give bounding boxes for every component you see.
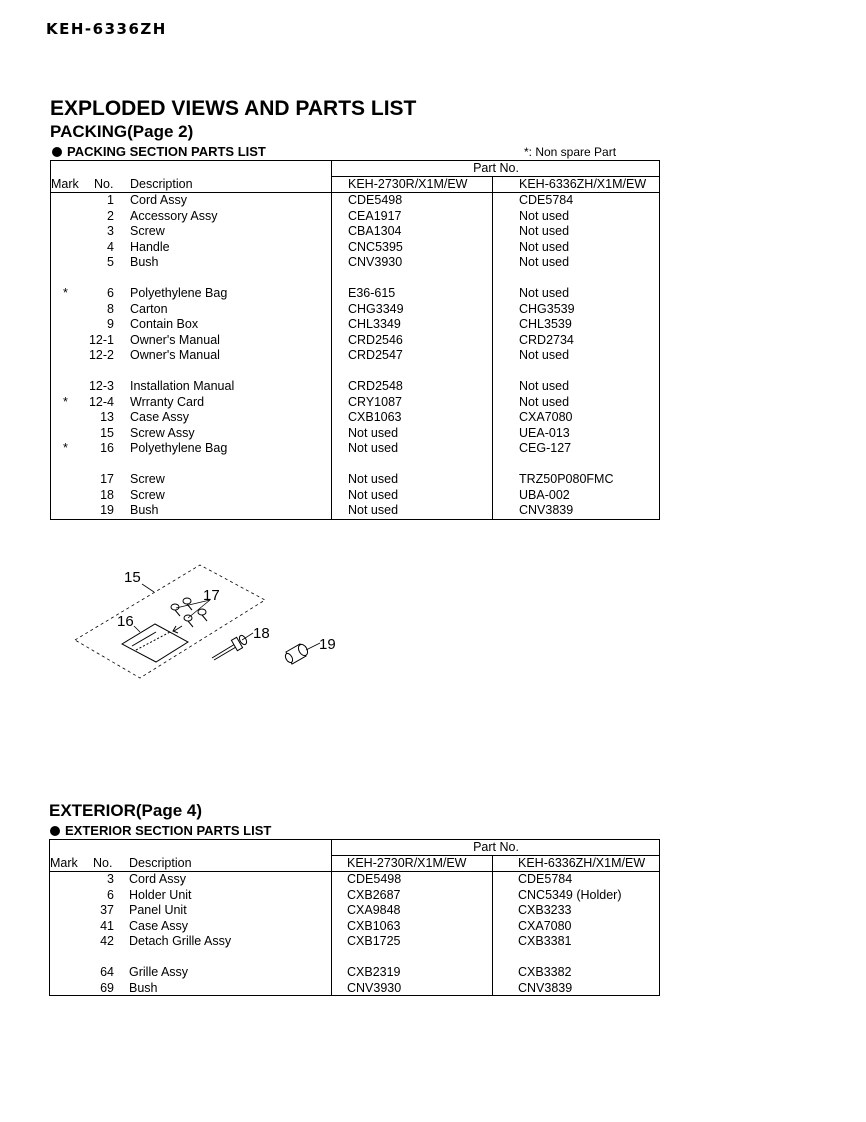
exterior-list-title: EXTERIOR SECTION PARTS LIST bbox=[50, 823, 271, 838]
model-b-part-cell: CXB3381 bbox=[518, 934, 572, 948]
exterior-section-title: EXTERIOR(Page 4) bbox=[49, 801, 203, 820]
description-cell: Screw bbox=[130, 224, 165, 238]
model-a-part-cell: CXB2687 bbox=[347, 887, 401, 902]
model-b-part-cell: Not used bbox=[519, 239, 570, 254]
item-number-cell: 3 bbox=[107, 872, 114, 886]
table-row bbox=[51, 255, 659, 271]
bullet-icon bbox=[52, 147, 62, 157]
item-number-cell: 12-1 bbox=[88, 332, 114, 347]
model-a-header: KEH-2730R/X1M/EW bbox=[347, 856, 467, 870]
description-cell: Polyethylene Bag bbox=[130, 286, 228, 300]
item-number-cell: 9 bbox=[107, 317, 114, 331]
model-b-header: KEH-6336ZH/X1M/EW bbox=[519, 177, 647, 191]
table-row bbox=[51, 472, 659, 488]
description-cell: Owner's Manual bbox=[130, 348, 220, 362]
table-row bbox=[50, 872, 659, 888]
model-a-part-cell: CBA1304 bbox=[348, 224, 402, 238]
description-cell: Case Assy bbox=[130, 410, 190, 424]
model-b-part-cell: CXB3382 bbox=[518, 965, 572, 979]
model-b-part-cell: CHG3539 bbox=[519, 301, 575, 316]
model-a-part-cell: E36-615 bbox=[348, 286, 396, 300]
model-b-part-cell: CNV3839 bbox=[518, 980, 573, 995]
part-no-header: Part No. bbox=[473, 161, 519, 175]
model-b-part-cell: Not used bbox=[519, 224, 570, 238]
mark-cell: * bbox=[63, 286, 68, 300]
model-a-part-cell: CHG3349 bbox=[348, 301, 404, 316]
model-a-part-cell: CRD2548 bbox=[348, 379, 403, 393]
callout-17: 17 bbox=[203, 587, 220, 604]
model-a-part-cell: CHL3349 bbox=[348, 317, 401, 331]
model-b-part-cell: CEG-127 bbox=[519, 441, 572, 455]
mark-header: Mark bbox=[50, 856, 78, 870]
item-number-cell: 64 bbox=[100, 965, 114, 979]
arrow-icon bbox=[173, 626, 182, 633]
model-b-part-cell: UBA-002 bbox=[519, 487, 570, 502]
table-row bbox=[51, 317, 659, 333]
description-cell: Accessory Assy bbox=[130, 208, 218, 223]
description-cell: Screw bbox=[130, 487, 165, 502]
description-cell: Bush bbox=[130, 255, 159, 269]
packing-parts-table bbox=[50, 160, 660, 520]
description-cell: Grille Assy bbox=[129, 965, 189, 979]
model-a-part-cell: CXA9848 bbox=[347, 903, 401, 917]
item-number-cell: 16 bbox=[100, 441, 114, 455]
item-number-cell: 8 bbox=[107, 301, 114, 316]
table-row bbox=[51, 193, 659, 209]
callout-18: 18 bbox=[253, 625, 270, 642]
mark-cell: * bbox=[63, 394, 68, 409]
item-number-cell: 13 bbox=[100, 410, 114, 424]
model-a-part-cell: Not used bbox=[348, 425, 399, 440]
item-number-cell: 3 bbox=[107, 224, 114, 238]
callout-19: 19 bbox=[319, 636, 336, 653]
table-row bbox=[50, 965, 659, 981]
description-cell: Case Assy bbox=[129, 918, 189, 933]
no-header: No. bbox=[94, 177, 114, 191]
item-number-cell: 17 bbox=[100, 472, 114, 486]
table-row bbox=[50, 919, 659, 935]
packing-list-title: PACKING SECTION PARTS LIST bbox=[52, 144, 266, 159]
packing-section-title: PACKING(Page 2) bbox=[50, 122, 194, 141]
long-screw-icon bbox=[212, 634, 248, 660]
description-cell: Owner's Manual bbox=[130, 332, 220, 347]
model-b-part-cell: UEA-013 bbox=[519, 425, 570, 440]
table-row bbox=[51, 503, 659, 519]
item-number-cell: 6 bbox=[107, 286, 114, 300]
table-row bbox=[51, 410, 659, 426]
model-b-part-cell: CXA7080 bbox=[518, 918, 572, 933]
table-row bbox=[51, 286, 659, 302]
item-number-cell: 42 bbox=[100, 934, 114, 948]
model-a-part-cell: CRY1087 bbox=[348, 394, 402, 409]
item-number-cell: 2 bbox=[107, 208, 114, 223]
model-a-part-cell: CDE5498 bbox=[348, 193, 403, 207]
item-number-cell: 41 bbox=[100, 918, 114, 933]
model-number: KEH-6336ZH bbox=[46, 20, 167, 38]
model-b-part-cell: Not used bbox=[519, 286, 570, 300]
part-no-header: Part No. bbox=[473, 840, 519, 854]
model-a-part-cell: CXB1063 bbox=[348, 410, 402, 424]
model-a-part-cell: Not used bbox=[348, 441, 399, 455]
description-cell: Screw Assy bbox=[130, 425, 195, 440]
mark-header: Mark bbox=[51, 177, 79, 191]
model-a-part-cell: CXB1063 bbox=[347, 918, 401, 933]
table-row bbox=[51, 379, 659, 395]
exterior-parts-table bbox=[49, 839, 660, 996]
item-number-cell: 12-3 bbox=[88, 379, 114, 393]
description-header: Description bbox=[130, 177, 193, 191]
description-cell: Holder Unit bbox=[129, 887, 192, 902]
description-cell: Wrranty Card bbox=[130, 394, 205, 409]
table-row bbox=[51, 333, 659, 349]
model-b-part-cell: Not used bbox=[519, 255, 570, 269]
model-a-part-cell: CNC5395 bbox=[348, 239, 403, 254]
model-b-part-cell: CDE5784 bbox=[519, 193, 574, 207]
packing-accessories-illustration bbox=[70, 560, 370, 690]
description-cell: Detach Grille Assy bbox=[129, 934, 232, 948]
bullet-icon bbox=[50, 826, 60, 836]
item-number-cell: 1 bbox=[107, 193, 114, 207]
model-b-part-cell: CRD2734 bbox=[519, 332, 574, 347]
table-row bbox=[51, 209, 659, 225]
callout-16: 16 bbox=[117, 613, 134, 630]
description-header: Description bbox=[129, 856, 192, 870]
model-b-header: KEH-6336ZH/X1M/EW bbox=[518, 856, 646, 870]
description-cell: Screw bbox=[130, 472, 165, 486]
mark-cell: * bbox=[63, 441, 68, 455]
model-b-part-cell: TRZ50P080FMC bbox=[519, 472, 614, 486]
table-row bbox=[51, 426, 659, 442]
description-cell: Cord Assy bbox=[130, 193, 187, 207]
item-number-cell: 4 bbox=[107, 239, 114, 254]
model-a-part-cell: Not used bbox=[348, 503, 399, 517]
item-number-cell: 18 bbox=[100, 487, 114, 502]
model-b-part-cell: Not used bbox=[519, 394, 570, 409]
description-cell: Contain Box bbox=[130, 317, 199, 331]
item-number-cell: 5 bbox=[107, 255, 114, 269]
description-cell: Cord Assy bbox=[129, 872, 186, 886]
table-row bbox=[50, 934, 659, 950]
item-number-cell: 19 bbox=[100, 503, 114, 517]
model-b-part-cell: Not used bbox=[519, 379, 570, 393]
table-row bbox=[51, 488, 659, 504]
model-a-part-cell: CNV3930 bbox=[348, 255, 403, 269]
item-number-cell: 12-2 bbox=[88, 348, 114, 362]
item-number-cell: 12-4 bbox=[88, 394, 114, 409]
bush-icon bbox=[284, 643, 310, 664]
table-row bbox=[50, 888, 659, 904]
model-b-part-cell: CHL3539 bbox=[519, 317, 572, 331]
model-b-part-cell: Not used bbox=[519, 208, 570, 223]
model-b-part-cell: Not used bbox=[519, 348, 570, 362]
table-row bbox=[51, 441, 659, 457]
callout-15: 15 bbox=[124, 569, 141, 586]
model-a-part-cell: CDE5498 bbox=[347, 872, 402, 886]
model-b-part-cell: CXA7080 bbox=[519, 410, 573, 424]
description-cell: Polyethylene Bag bbox=[130, 441, 228, 455]
description-cell: Handle bbox=[130, 239, 170, 254]
model-a-part-cell: CRD2546 bbox=[348, 332, 403, 347]
model-a-part-cell: CXB2319 bbox=[347, 965, 401, 979]
model-a-header: KEH-2730R/X1M/EW bbox=[348, 177, 468, 191]
item-number-cell: 37 bbox=[100, 903, 114, 917]
table-row bbox=[51, 395, 659, 411]
table-row bbox=[50, 981, 659, 997]
model-b-part-cell: CNC5349 (Holder) bbox=[518, 887, 622, 902]
model-a-part-cell: Not used bbox=[348, 487, 399, 502]
non-spare-note: *: Non spare Part bbox=[524, 145, 617, 159]
description-cell: Bush bbox=[130, 503, 159, 517]
description-cell: Bush bbox=[129, 980, 158, 995]
table-row bbox=[51, 224, 659, 240]
main-title: EXPLODED VIEWS AND PARTS LIST bbox=[50, 97, 417, 120]
model-a-part-cell: CXB1725 bbox=[347, 934, 401, 948]
model-a-part-cell: Not used bbox=[348, 472, 399, 486]
description-cell: Panel Unit bbox=[129, 903, 187, 917]
table-row bbox=[51, 240, 659, 256]
item-number-cell: 15 bbox=[100, 425, 114, 440]
table-row bbox=[51, 348, 659, 364]
table-row bbox=[51, 302, 659, 318]
model-b-part-cell: CDE5784 bbox=[518, 872, 573, 886]
item-number-cell: 6 bbox=[107, 887, 114, 902]
description-cell: Installation Manual bbox=[130, 379, 235, 393]
item-number-cell: 69 bbox=[100, 980, 114, 995]
model-b-part-cell: CXB3233 bbox=[518, 903, 572, 917]
description-cell: Carton bbox=[130, 301, 168, 316]
model-b-part-cell: CNV3839 bbox=[519, 503, 574, 517]
table-row bbox=[50, 903, 659, 919]
model-a-part-cell: CEA1917 bbox=[348, 208, 402, 223]
model-a-part-cell: CRD2547 bbox=[348, 348, 403, 362]
no-header: No. bbox=[93, 856, 113, 870]
model-a-part-cell: CNV3930 bbox=[347, 980, 402, 995]
